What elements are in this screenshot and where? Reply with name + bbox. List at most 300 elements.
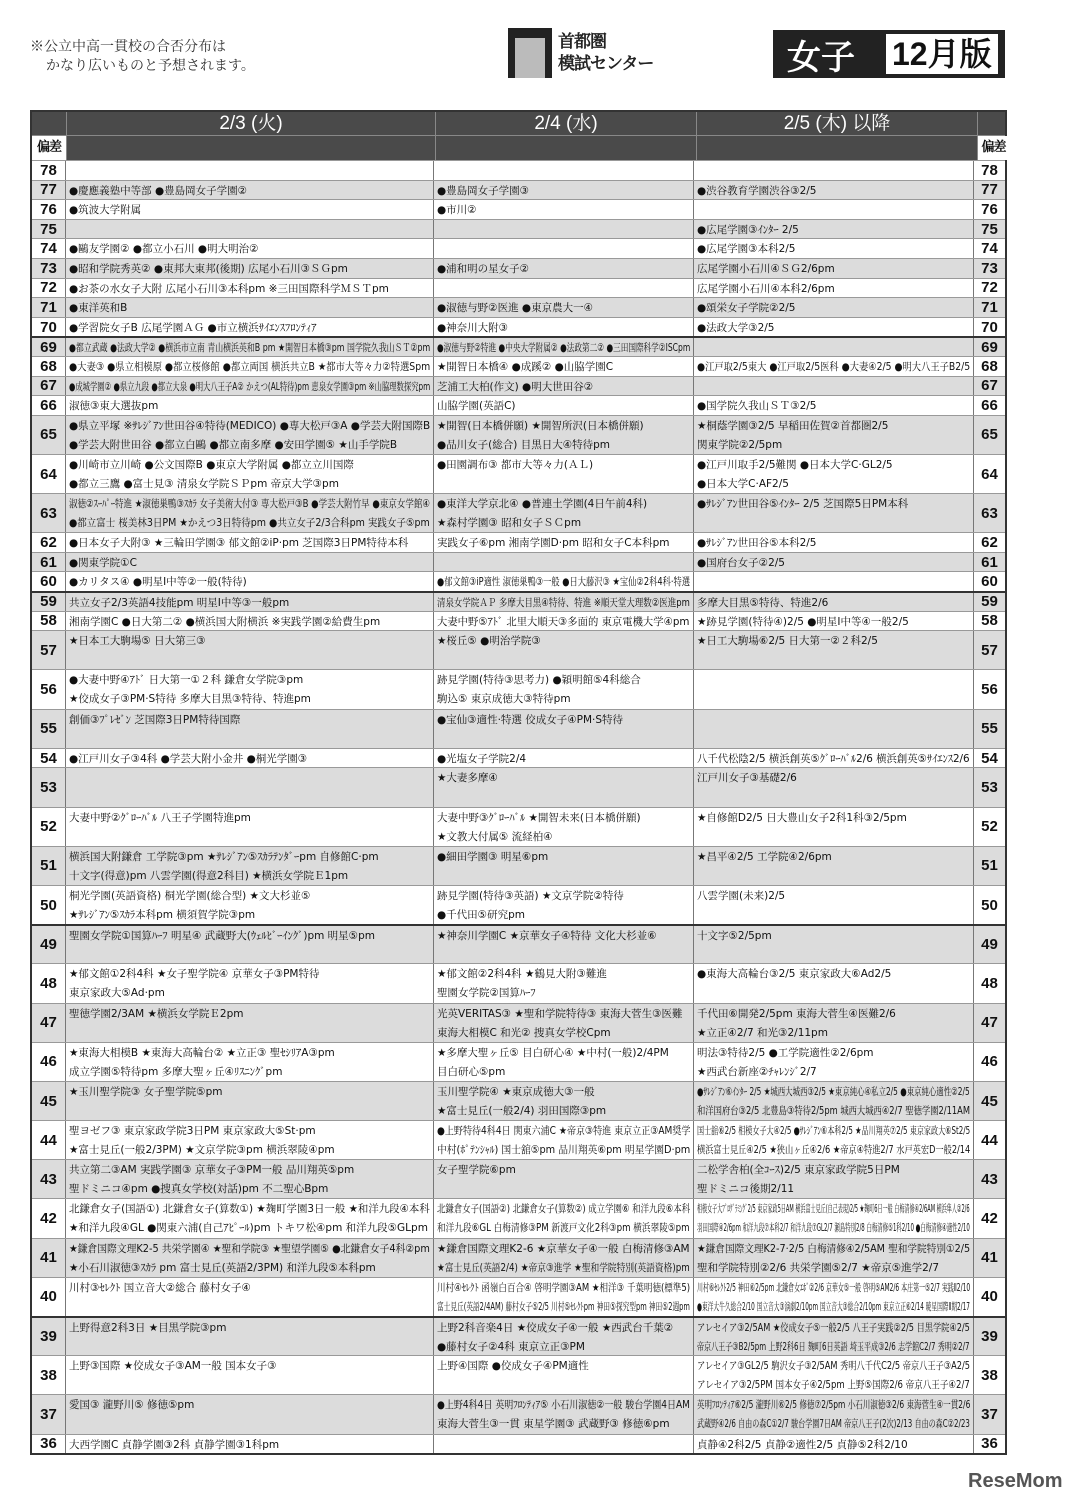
table-cell xyxy=(694,926,974,963)
table-row xyxy=(32,1042,1005,1081)
table-cell xyxy=(694,670,974,708)
school-list-line: ★文教大付属⑤ 流経柏④ xyxy=(437,830,553,843)
deviation-value-left: 61 xyxy=(32,553,66,572)
deviation-value-right: 69 xyxy=(974,338,1005,356)
deviation-value-right: 38 xyxy=(974,1356,1005,1394)
table-cell xyxy=(66,338,434,356)
school-list-line: 目白研心⑤pm xyxy=(437,1065,506,1078)
deviation-value-right: 65 xyxy=(974,416,1005,454)
table-cell xyxy=(434,886,694,924)
table-row xyxy=(32,611,1005,631)
school-list-line: アレセイア③GL2/5 駒沢女子③2/5AM 秀明八千代C2/5 帝京八王子③A2/5 xyxy=(697,1360,970,1373)
table-cell xyxy=(434,1356,694,1394)
table-cell xyxy=(694,886,974,924)
table-cell xyxy=(434,964,694,1002)
table-cell xyxy=(434,1160,694,1198)
table-row xyxy=(32,924,1005,963)
school-list-line: 大西学園C 貞静学園③2科 貞静学園③1科pm xyxy=(69,1438,280,1451)
school-list-line: ●品川女子(総合) 目黒日大④特待pm xyxy=(437,438,610,451)
school-list-line: ●法政大学③2/5 xyxy=(697,321,775,334)
deviation-value-right: 50 xyxy=(974,886,1005,924)
table-cell xyxy=(694,1318,974,1355)
deviation-value-right: 77 xyxy=(974,181,1005,200)
deviation-value-left: 63 xyxy=(32,494,66,532)
school-list-line: 貞静④2科2/5 貞静②適性2/5 貞静⑤2科2/10 xyxy=(697,1438,908,1451)
table-cell xyxy=(434,494,694,532)
school-list-line: 羽田国際④2/6pm 和洋九段⑦本科2/7 和洋九段⑦GL2/7 瀬島特別2/8 白梅清修⑤1科2/10 ●白梅清修④適性2/10 xyxy=(697,1222,970,1235)
school-list-line: 十文字(得意)pm 八雲学園(得意2科目) ★横浜女学院Ｅ1pm xyxy=(69,869,349,882)
table-row xyxy=(32,591,1005,611)
deviation-value-left: 77 xyxy=(32,181,66,200)
table-cell xyxy=(66,1043,434,1081)
deviation-value-left: 37 xyxy=(32,1395,66,1433)
school-list-line: ●川崎市立川崎 ●公文国際B ●東京大学附属 ●都立立川国際 xyxy=(69,458,354,471)
table-row xyxy=(32,415,1005,454)
table-cell xyxy=(694,1121,974,1159)
deviation-value-left: 39 xyxy=(32,1318,66,1355)
school-list-line: ●日本大学C·AF2/5 xyxy=(697,477,789,490)
table-row xyxy=(32,454,1005,493)
note-line: かなり広いものと予想されます。 xyxy=(46,58,255,74)
deviation-value-left: 70 xyxy=(32,318,66,337)
table-row xyxy=(32,1355,1005,1394)
edition-label: 12月版 xyxy=(885,33,999,75)
table-cell xyxy=(66,318,434,337)
school-list-line: ★森村学園③ 昭和女子ＳＣpm xyxy=(437,517,582,530)
table-cell xyxy=(434,259,694,278)
table-cell xyxy=(434,710,694,748)
table-cell xyxy=(66,886,434,924)
table-cell xyxy=(694,1239,974,1277)
school-list-line: 成立学園⑤特待pm 多摩大聖ヶ丘④ﾘｽﾆﾝｸﾞpm xyxy=(69,1065,283,1078)
school-list-line: 愛国③ 瀧野川⑤ 修徳⑤pm xyxy=(69,1399,195,1412)
table-cell xyxy=(694,612,974,631)
school-list-line: 二松学舎柏(全ｺｰｽ)2/5 東京家政学院5日PM xyxy=(697,1164,900,1177)
table-cell xyxy=(66,416,434,454)
deviation-value-left: 55 xyxy=(32,710,66,748)
school-list-line: ●関東学院①C xyxy=(69,556,137,569)
table-cell xyxy=(694,161,974,180)
table-cell xyxy=(694,593,974,611)
school-list-line: ★小石川淑徳③ｽｶﾗ pm 富士見丘(英語2/3PM) 和洋九段⑤本科pm xyxy=(69,1261,376,1274)
table-cell xyxy=(694,572,974,591)
school-list-line: ●慶應義塾中等部 ●豊島岡女子学園② xyxy=(69,184,248,197)
table-cell xyxy=(434,396,694,415)
table-cell xyxy=(694,377,974,396)
deviation-value-right: 48 xyxy=(974,964,1005,1002)
table-cell xyxy=(694,964,974,1002)
school-list-line: ●ｻﾚｼﾞｱﾝ⑥ｲﾝﾀｰ 2/5 ★城西大城西③2/5 ★東京純心④私立2/5 ●東京純心適性②2/5 xyxy=(697,1085,970,1098)
table-cell xyxy=(66,455,434,493)
school-list-line: 川村⑥ｾﾚｸﾄ2/5 神田⑥2/5pm 北鎌倉女ｴﾎﾞ②2/6 京華女⑤一般 啓明⑤AM2/6 本庄第一⑤2/7 実践Ⅱ2/10 xyxy=(697,1281,971,1294)
school-list-line: 広尾学園小石川④本科2/6pm xyxy=(697,282,835,295)
deviation-value-right: 76 xyxy=(974,200,1005,219)
table-cell xyxy=(694,220,974,239)
deviation-value-left: 43 xyxy=(32,1160,66,1198)
school-list-line: ★郁文館②2科4科 ★鶴見大附③難進 xyxy=(437,968,607,981)
school-list-line: ●カリタス④ ●明星Ⅰ中等②一般(特待) xyxy=(69,576,247,589)
table-row xyxy=(32,1238,1005,1277)
school-list-line: ★鎌倉国際文理K2-6 ★京華女子④一般 白梅清修③AM xyxy=(437,1242,690,1255)
logo-text-line: 模試センター xyxy=(558,54,654,73)
table-cell xyxy=(434,279,694,298)
deviation-value-right: 59 xyxy=(974,593,1005,611)
deviation-value-left: 76 xyxy=(32,200,66,219)
table-cell xyxy=(694,631,974,669)
school-list-line: 聖徳学園2/3AM ★横浜女学院Ｅ2pm xyxy=(69,1007,244,1020)
school-list-line: ●都立富士 桜美林3日PM ★かえつ3日特待pm ●共立女子2/3合科pm 実践女子⑤pm xyxy=(69,517,430,530)
table-cell xyxy=(694,1356,974,1394)
school-list-line: 上野得意2科3日 ★目黒学院③pm xyxy=(69,1322,227,1335)
deviation-value-right: 60 xyxy=(974,572,1005,591)
deviation-value-left: 41 xyxy=(32,1239,66,1277)
table-cell xyxy=(66,1239,434,1277)
table-row xyxy=(32,748,1005,768)
table-cell xyxy=(694,1082,974,1120)
deviation-value-right: 46 xyxy=(974,1043,1005,1081)
school-list-line: ★開智(日本橋併願) ★開智所沢(日本橋併願) xyxy=(437,419,644,432)
deviation-value-right: 78 xyxy=(974,161,1005,180)
school-list-line: ●東洋大牛久総合2/10 国立音大③演劇2/10pm 国立音大③総合2/10pm 東京立正⑥2/14 暁星国際Ⅱ期2/17 xyxy=(697,1300,970,1313)
school-list-line: 武蔵野④2/6 自由の森C①2/7 駿台学園7日AM 帝京八王子(2次)2/13 自由の森C②2/23 xyxy=(697,1418,970,1431)
table-row xyxy=(32,1316,1005,1355)
deviation-value-left: 45 xyxy=(32,1082,66,1120)
exam-table xyxy=(30,110,1007,1455)
deviation-value-left: 38 xyxy=(32,1356,66,1394)
table-cell xyxy=(694,279,974,298)
table-cell xyxy=(66,749,434,768)
school-list-line: 大妻中野⑤ｱﾄﾞ 北里大順天③多面的 東京電機大学④pm xyxy=(437,615,690,628)
table-row xyxy=(32,630,1005,669)
deviation-value-right: 47 xyxy=(974,1004,1005,1042)
deviation-value-right: 67 xyxy=(974,377,1005,396)
table-row xyxy=(32,336,1005,356)
table-row xyxy=(32,885,1005,924)
table-cell xyxy=(66,710,434,748)
deviation-value-right: 70 xyxy=(974,318,1005,337)
school-list-line: ★富士見丘(一般2/3PM) ★文京学院③pm 横浜翠陵④pm xyxy=(69,1144,335,1157)
table-cell xyxy=(694,494,974,532)
school-list-line: ★桐蔭学園③2/5 早稲田佐賀②首都圏2/5 xyxy=(697,419,889,432)
school-list-line: ●国学院久我山ＳＴ③2/5 xyxy=(697,400,817,413)
school-list-line: ●神奈川大附③ xyxy=(437,321,509,334)
deviation-value-left: 51 xyxy=(32,847,66,885)
school-list-line: 共立第二③AM 実践学園③ 京華女子③PM一般 品川翔英⑤pm xyxy=(69,1164,355,1177)
school-list-line: 聖ヨゼフ③ 東京家政学院3日PM 東京家政大⑤St·pm xyxy=(69,1125,316,1138)
school-list-line: 相模女子大ﾌﾟﾛｸﾞﾗﾐﾝｸﾞ2/5 東京家政5日AM 横浜富士見丘(自己表現)2/5 ★麹町6日一般 白梅清修④2/6AM 横浜隼人②2/6 xyxy=(697,1203,970,1216)
table-row xyxy=(32,317,1005,337)
table-cell xyxy=(434,553,694,572)
school-list-line: ★桜丘⑤ ●明治学院③ xyxy=(437,635,541,648)
deviation-value-left: 65 xyxy=(32,416,66,454)
deviation-value-left: 75 xyxy=(32,220,66,239)
deviation-value-right: 52 xyxy=(974,808,1005,846)
table-cell xyxy=(434,533,694,552)
table-cell xyxy=(694,847,974,885)
school-list-line: 湘南学園C ●日大第二② ●横浜国大附横浜 ※実践学園②給費生pm xyxy=(69,615,381,628)
table-row xyxy=(32,160,1005,180)
table-cell xyxy=(66,1435,434,1454)
deviation-value-right: 61 xyxy=(974,553,1005,572)
table-row xyxy=(32,1120,1005,1159)
school-list-line: ★日工大駒場⑥2/5 日大第一②２科2/5 xyxy=(697,635,878,648)
table-cell xyxy=(434,808,694,846)
table-row xyxy=(32,1277,1005,1316)
school-list-line: ●広尾学園③ｲﾝﾀｰ 2/5 xyxy=(697,223,799,236)
deviation-value-left: 72 xyxy=(32,279,66,298)
deviation-value-right: 43 xyxy=(974,1160,1005,1198)
table-cell xyxy=(66,1278,434,1316)
table-row xyxy=(32,199,1005,219)
school-list-line: 川村③ｾﾚｸﾄ 国立音大②総合 藤村女子④ xyxy=(69,1281,251,1294)
deviation-value-left: 49 xyxy=(32,926,66,963)
school-list-line: 山脇学園(英語C) xyxy=(437,400,516,413)
school-list-line: ★自修館D2/5 日大豊山女子2科1科③2/5pm xyxy=(697,811,907,824)
table-cell xyxy=(694,259,974,278)
school-list-line: 英明ﾌﾛﾝﾃｨｱ⑥2/5 瀧野川⑥2/5 修徳⑦2/5pm 小石川淑徳③2/6 東海菅生④一貫2/6 xyxy=(697,1399,971,1412)
table-cell xyxy=(694,181,974,200)
table-cell xyxy=(434,1082,694,1120)
table-cell xyxy=(66,200,434,219)
table-row xyxy=(32,395,1005,415)
school-list-line: 共立女子2/3英語4技能pm 明星Ⅰ中等③一般pm xyxy=(69,597,290,610)
table-cell xyxy=(434,1318,694,1355)
table-cell xyxy=(66,1082,434,1120)
table-cell xyxy=(434,239,694,258)
table-cell xyxy=(66,612,434,631)
school-list-line: ●市川② xyxy=(437,204,477,217)
deviation-value-right: 40 xyxy=(974,1278,1005,1316)
table-cell xyxy=(694,1278,974,1316)
school-list-line: ●淑徳与野②特進 ●中央大学附属② ●法政第二② ●三田国際科学②ISCpm xyxy=(437,342,691,355)
deviation-value-left: 64 xyxy=(32,455,66,493)
deviation-value-left: 36 xyxy=(32,1435,66,1454)
deviation-value-left: 74 xyxy=(32,239,66,258)
table-cell xyxy=(66,670,434,708)
table-cell xyxy=(694,338,974,356)
school-list-line: ●江戸川女子③4科 ●学芸大附小金井 ●桐光学園③ xyxy=(69,752,308,765)
table-row xyxy=(32,376,1005,396)
school-list-line: 八雲学園(未来)2/5 xyxy=(697,889,786,902)
school-list-line: ●東洋大学京北④ ●普連土学園(4日午前4科) xyxy=(437,498,648,511)
deviation-value-left: 62 xyxy=(32,533,66,552)
table-row xyxy=(32,1081,1005,1120)
school-list-line: ●東洋英和B xyxy=(69,302,128,315)
table-row xyxy=(32,1394,1005,1433)
deviation-value-right: 39 xyxy=(974,1318,1005,1355)
school-list-line: 川村④ｾﾚｸﾄ 函嶺白百合④ 啓明学園③AM ★相洋③ 千葉明徳(標準5) xyxy=(437,1281,691,1294)
table-cell xyxy=(694,1160,974,1198)
school-list-line: ●成城学園② ●県立九段 ●都立大泉 ●明大八王子A② かえつ(AL特待)pm 恵泉女学園③pm ※山脇理数探究pm xyxy=(69,380,431,393)
deviation-value-right: 36 xyxy=(974,1435,1005,1454)
deviation-value-left: 60 xyxy=(32,572,66,591)
table-cell xyxy=(66,593,434,611)
deviation-value-left: 52 xyxy=(32,808,66,846)
table-cell xyxy=(434,357,694,376)
logo-mark-icon xyxy=(508,28,552,78)
school-list-line: ●筑波大学附属 xyxy=(69,204,142,217)
table-cell xyxy=(66,1004,434,1042)
school-list-line: 玉川聖学院④ ★東京成徳大③一般 xyxy=(437,1085,595,1098)
school-list-line: ★佼成女子③PM·S特待 多摩大目黒③特待、特進pm xyxy=(69,693,311,706)
table-cell xyxy=(694,416,974,454)
deviation-value-left: 78 xyxy=(32,161,66,180)
table-cell xyxy=(434,1435,694,1454)
table-cell xyxy=(66,926,434,963)
table-cell xyxy=(66,1121,434,1159)
column-header-feb3: 2/3 (火) xyxy=(67,112,436,135)
deviation-value-right: 44 xyxy=(974,1121,1005,1159)
table-row xyxy=(32,669,1005,708)
school-list-line: 八千代松陰2/5 横浜創英⑤ｸﾞﾛｰﾊﾞﾙ2/6 横浜創英⑤ｻｲｴﾝｽ2/6 xyxy=(697,752,970,765)
table-cell xyxy=(434,1278,694,1316)
table-cell xyxy=(66,298,434,317)
table-cell xyxy=(694,1199,974,1237)
deviation-value-left: 71 xyxy=(32,298,66,317)
table-cell xyxy=(434,749,694,768)
table-cell xyxy=(66,1318,434,1355)
deviation-value-right: 62 xyxy=(974,533,1005,552)
school-list-line: ●学芸大附世田谷 ●都立白鷗 ●都立南多摩 ●安田学園⑤ ★山手学院B xyxy=(69,438,398,451)
table-row xyxy=(32,1159,1005,1198)
school-list-line: ●頌栄女子学院②2/5 xyxy=(697,302,796,315)
table-cell xyxy=(434,1239,694,1277)
school-list-line: 千代田⑥開発2/5pm 東海大菅生④医難2/6 xyxy=(697,1007,896,1020)
table-row xyxy=(32,258,1005,278)
table-cell xyxy=(694,1435,974,1454)
table-row xyxy=(32,1198,1005,1237)
school-list-line: ●大妻③ ●県立相模原 ●都立桜修館 ●都立両国 横浜共立B ★都市大等々力②特選Spm xyxy=(69,360,431,373)
school-list-line: 聖ドミニコ④pm ●捜真女学校(対話)pm 不二聖心Bpm xyxy=(69,1183,329,1196)
deviation-value-right: 75 xyxy=(974,220,1005,239)
deviation-value-left: 57 xyxy=(32,631,66,669)
school-list-line: ●国府台女子②2/5 xyxy=(697,556,785,569)
school-list-line: ●宝仙③適性·特選 佼成女子④PM·S特待 xyxy=(437,713,624,726)
school-list-line: ●光塩女子学院2/4 xyxy=(437,752,527,765)
school-list-line: 十文字⑤2/5pm xyxy=(697,930,772,943)
table-cell xyxy=(694,239,974,258)
school-list-line: 創価③ﾌﾟﾚｾﾞﾝ 芝国際3日PM特待国際 xyxy=(69,713,241,726)
table-cell xyxy=(694,357,974,376)
table-cell xyxy=(694,768,974,806)
table-cell xyxy=(434,1199,694,1237)
table-cell xyxy=(66,631,434,669)
school-list-line: ●昭和学院秀英② ●東邦大東邦(後期) 広尾小石川③ＳＧpm xyxy=(69,262,348,275)
deviation-value-left: 50 xyxy=(32,886,66,924)
school-list-line: ★跡見学園(特待④)2/5 ●明星Ⅰ中等④一般2/5 xyxy=(697,615,909,628)
school-list-line: ★鎌倉国際文理K2-5 共栄学園④ ★聖和学院③ ★聖望学園⑤ ●北鎌倉女子4科②pm xyxy=(69,1242,430,1255)
deviation-value-right: 45 xyxy=(974,1082,1005,1120)
school-list-line: ●都立武蔵 ●法政大学② ●横浜市立南 青山横浜英和B pm ★開智日本橋③pm 国学院久我山ＳＴ②pm xyxy=(69,342,431,355)
deviation-value-left: 66 xyxy=(32,396,66,415)
table-row xyxy=(32,552,1005,572)
school-list-line: ★和洋九段④GL ●関東六浦(自己ｱﾋﾟｰﾙ)pm トキワ松④pm 和洋九段⑤GLpm xyxy=(69,1222,428,1235)
school-list-line: ●大妻中野④ｱﾄﾞ 日大第一①２科 鎌倉女学院③pm xyxy=(69,674,304,687)
school-list-line: 女子聖学院⑥pm xyxy=(437,1164,516,1177)
table-cell xyxy=(66,220,434,239)
school-list-line: 明法③特待2/5 ●工学院適性②2/6pm xyxy=(697,1046,874,1059)
table-cell xyxy=(434,181,694,200)
table-cell xyxy=(434,161,694,180)
school-list-line: 駒込⑤ 東京成徳大③特待pm xyxy=(437,693,571,706)
school-list-line: ★富士見丘(英語2/4) ★帝京③進学 ★聖和学院特別(英語資格)pm xyxy=(437,1261,690,1274)
school-list-line: 上野2科音楽4日 ★佼成女子④一般 ★西武台千葉② xyxy=(437,1322,674,1335)
deviation-value-right: 66 xyxy=(974,396,1005,415)
school-list-line: ●豊島岡女子学園③ xyxy=(437,184,530,197)
school-list-line: ★ｻﾚｼﾞｱﾝ⑤ｽｶﾗ本科pm 横須賀学院③pm xyxy=(69,908,256,921)
edition-badge xyxy=(773,30,1005,78)
school-list-line: 跡見学園(特待③英語) ★文京学院②特待 xyxy=(437,889,624,902)
table-cell xyxy=(694,455,974,493)
school-list-line: ●千代田⑤研究pm xyxy=(437,908,525,921)
table-cell xyxy=(66,808,434,846)
school-list-line: ★日本工大駒場⑤ 日大第三③ xyxy=(69,635,206,648)
table-cell xyxy=(66,1160,434,1198)
table-row xyxy=(32,238,1005,258)
deviation-value-right: 73 xyxy=(974,259,1005,278)
table-cell xyxy=(434,572,694,591)
school-list-line: 清泉女学院ＡＰ 多摩大目黒④特待、特進 ※順天堂大理数②医進pm xyxy=(437,597,690,610)
school-list-line: 上野③国際 ★佼成女子③AM一般 国本女子③ xyxy=(69,1360,277,1373)
school-list-line: ●お茶の水女子大附 広尾小石川③本科pm ※三田国際科学ＭＳＴpm xyxy=(69,282,389,295)
deviation-value-right: 41 xyxy=(974,1239,1005,1277)
deviation-value-right: 54 xyxy=(974,749,1005,768)
deviation-value-left: 46 xyxy=(32,1043,66,1081)
school-list-line: ●東海大高輪台③2/5 東京家政大⑥Ad2/5 xyxy=(697,968,892,981)
table-cell xyxy=(66,259,434,278)
table-cell xyxy=(694,1395,974,1433)
table-cell xyxy=(66,181,434,200)
school-list-line: 関東学院②2/5pm xyxy=(697,438,783,451)
school-list-line: 多摩大目黒⑤特待、特進2/6 xyxy=(697,597,829,610)
school-list-line: 和洋国府台③2/5 北豊島③特待2/5pm 城西大城西④2/7 聖徳学園2/11AM xyxy=(697,1104,971,1117)
table-cell xyxy=(66,1395,434,1433)
school-list-line: ★富士見丘(一般2/4) 羽田国際③pm xyxy=(437,1104,607,1117)
deviation-label-left: 偏差 xyxy=(32,136,67,160)
deviation-value-right: 58 xyxy=(974,612,1005,631)
table-row xyxy=(32,278,1005,298)
school-list-line: ●都立三鷹 ●富士見③ 清泉女学院ＳＰpm 帝京大学③pm xyxy=(69,477,339,490)
table-row xyxy=(32,219,1005,239)
school-list-line: ●鷗友学園② ●都立小石川 ●明大明治② xyxy=(69,243,259,256)
deviation-value-left: 56 xyxy=(32,670,66,708)
school-list-line: ●江戸川取手2/5難関 ●日本大学C·GL2/5 xyxy=(697,458,893,471)
column-header-feb4: 2/4 (水) xyxy=(436,112,697,135)
deviation-value-left: 68 xyxy=(32,357,66,376)
table-row xyxy=(32,297,1005,317)
note-line: ※公立中高一貫校の合否分布は xyxy=(30,39,226,55)
school-list-line: 聖園女学院①国算ﾊｰﾌ 明星④ 武蔵野大(ｳｪﾙﾋﾞｰｲﾝｸﾞ)pm 明星⑤pm xyxy=(69,930,375,943)
table-row xyxy=(32,963,1005,1002)
table-cell xyxy=(694,1043,974,1081)
table-cell xyxy=(66,572,434,591)
school-list-line: ●細田学園③ 明星⑥pm xyxy=(437,850,549,863)
table-cell xyxy=(66,161,434,180)
school-list-line: ●江戸取2/5東大 ●江戸取2/5医科 ●大妻④2/5 ●明大八王子B2/5 xyxy=(697,360,971,373)
deviation-value-left: 58 xyxy=(32,612,66,631)
table-cell xyxy=(434,670,694,708)
table-row xyxy=(32,1003,1005,1042)
school-list-line: 和洋九段⑥GL 白梅清修③PM 新渡戸文化2科③pm 横浜翠陵⑤pm xyxy=(437,1222,690,1235)
school-list-line: 跡見学園(特待③思考力) ●穎明館⑤4科総合 xyxy=(437,674,641,687)
school-list-line: 淑徳②ｽｰﾊﾟｰ特進 ★淑徳巣鴨③ｽｶﾗ 女子美術大付③ 専大松戸③B ●学芸大附竹早 ●東京女学館④ xyxy=(69,498,431,511)
school-list-line: ●県立平塚 ※ｻﾚｼﾞｱﾝ世田谷④特待(MEDICO) ●専大松戸③A ●学芸大附国際B xyxy=(69,419,431,432)
table-cell xyxy=(434,593,694,611)
school-list-line: ★昌平④2/5 工学院④2/6pm xyxy=(697,850,832,863)
table-cell xyxy=(434,1043,694,1081)
deviation-header-row xyxy=(32,135,1005,160)
deviation-value-right: 56 xyxy=(974,670,1005,708)
